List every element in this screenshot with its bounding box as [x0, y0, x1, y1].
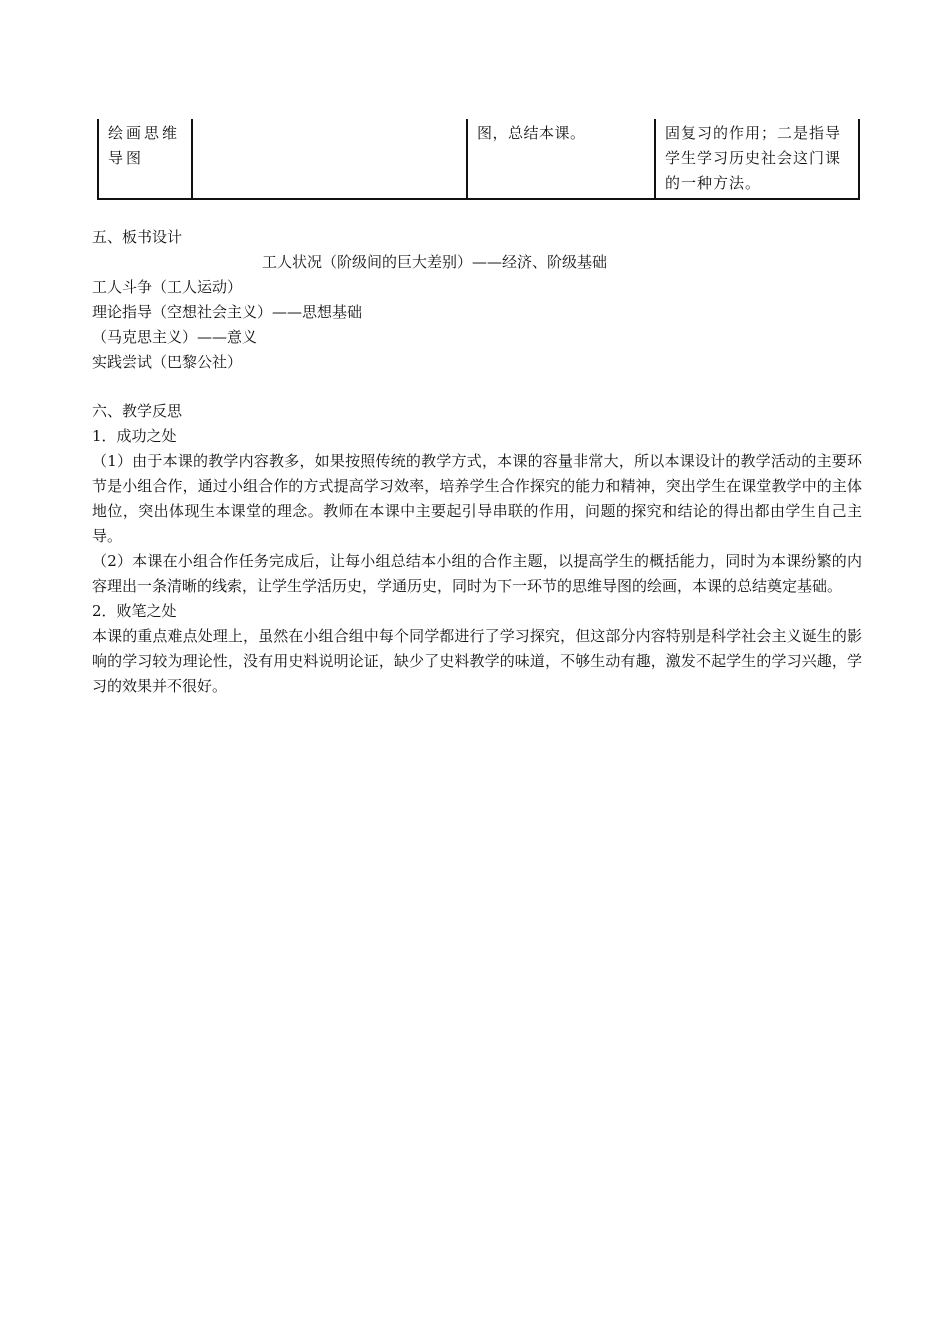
- board-line-2: 工人斗争（工人运动）: [92, 278, 243, 296]
- success-heading: 1．成功之处: [92, 427, 177, 445]
- board-line-5: 实践尝试（巴黎公社）: [92, 353, 243, 371]
- table-cell-teacher: [192, 119, 467, 199]
- success-paragraph-2: （2）本课在小组合作任务完成后，让每小组总结本小组的合作主题，以提高学生的概括能力，同时为本课纷繁的内容理出一条清晰的线索，让学生学活历史，学通历史，同时为下一环节的思维导图的绘画，本课的总结奠定基础。: [92, 552, 862, 595]
- board-design-section: [92, 225, 862, 375]
- board-line-1: 工人状况（阶级间的巨大差别）——经济、阶级基础: [262, 253, 608, 271]
- success-paragraph-1: （1）由于本课的教学内容教多，如果按照传统的教学方式，本课的容量非常大，所以本课设计的教学活动的主要环节是小组合作，通过小组合作的方式提高学习效率，培养学生合作探究的能力和精神，突出学生在课堂教学中的主体地位，突出体现生本课堂的理念。教师在本课中主要起引导串联的作用，问题的探究和结论的得出都由学生自己主导。: [92, 452, 862, 545]
- failure-paragraph-1: 本课的重点难点处理上，虽然在小组合组中每个同学都进行了学习探究，但这部分内容特别是科学社会主义诞生的影响的学习较为理论性，没有用史料说明论证，缺少了史料教学的味道，不够生动有趣，激发不起学生的学习兴趣，学习的效果并不很好。: [92, 627, 862, 695]
- lesson-table: [97, 119, 860, 200]
- board-design-heading: 五、板书设计: [92, 228, 183, 246]
- table-row: [98, 119, 859, 199]
- table-cell-intent: 固复习的作用；二是指导学生学习历史社会这门课的一种方法。: [655, 119, 859, 199]
- table-cell-student: 图，总结本课。: [467, 119, 655, 199]
- table-cell-activity: 绘画思维导图: [98, 119, 192, 199]
- reflection-heading: 六、教学反思: [92, 402, 183, 420]
- lesson-table-fragment: [97, 119, 853, 200]
- board-line-3: 理论指导（空想社会主义）——思想基础: [92, 303, 363, 321]
- reflection-section: [92, 399, 862, 699]
- failure-heading: 2．败笔之处: [92, 602, 177, 620]
- board-line-4: （马克思主义）——意义: [92, 328, 258, 346]
